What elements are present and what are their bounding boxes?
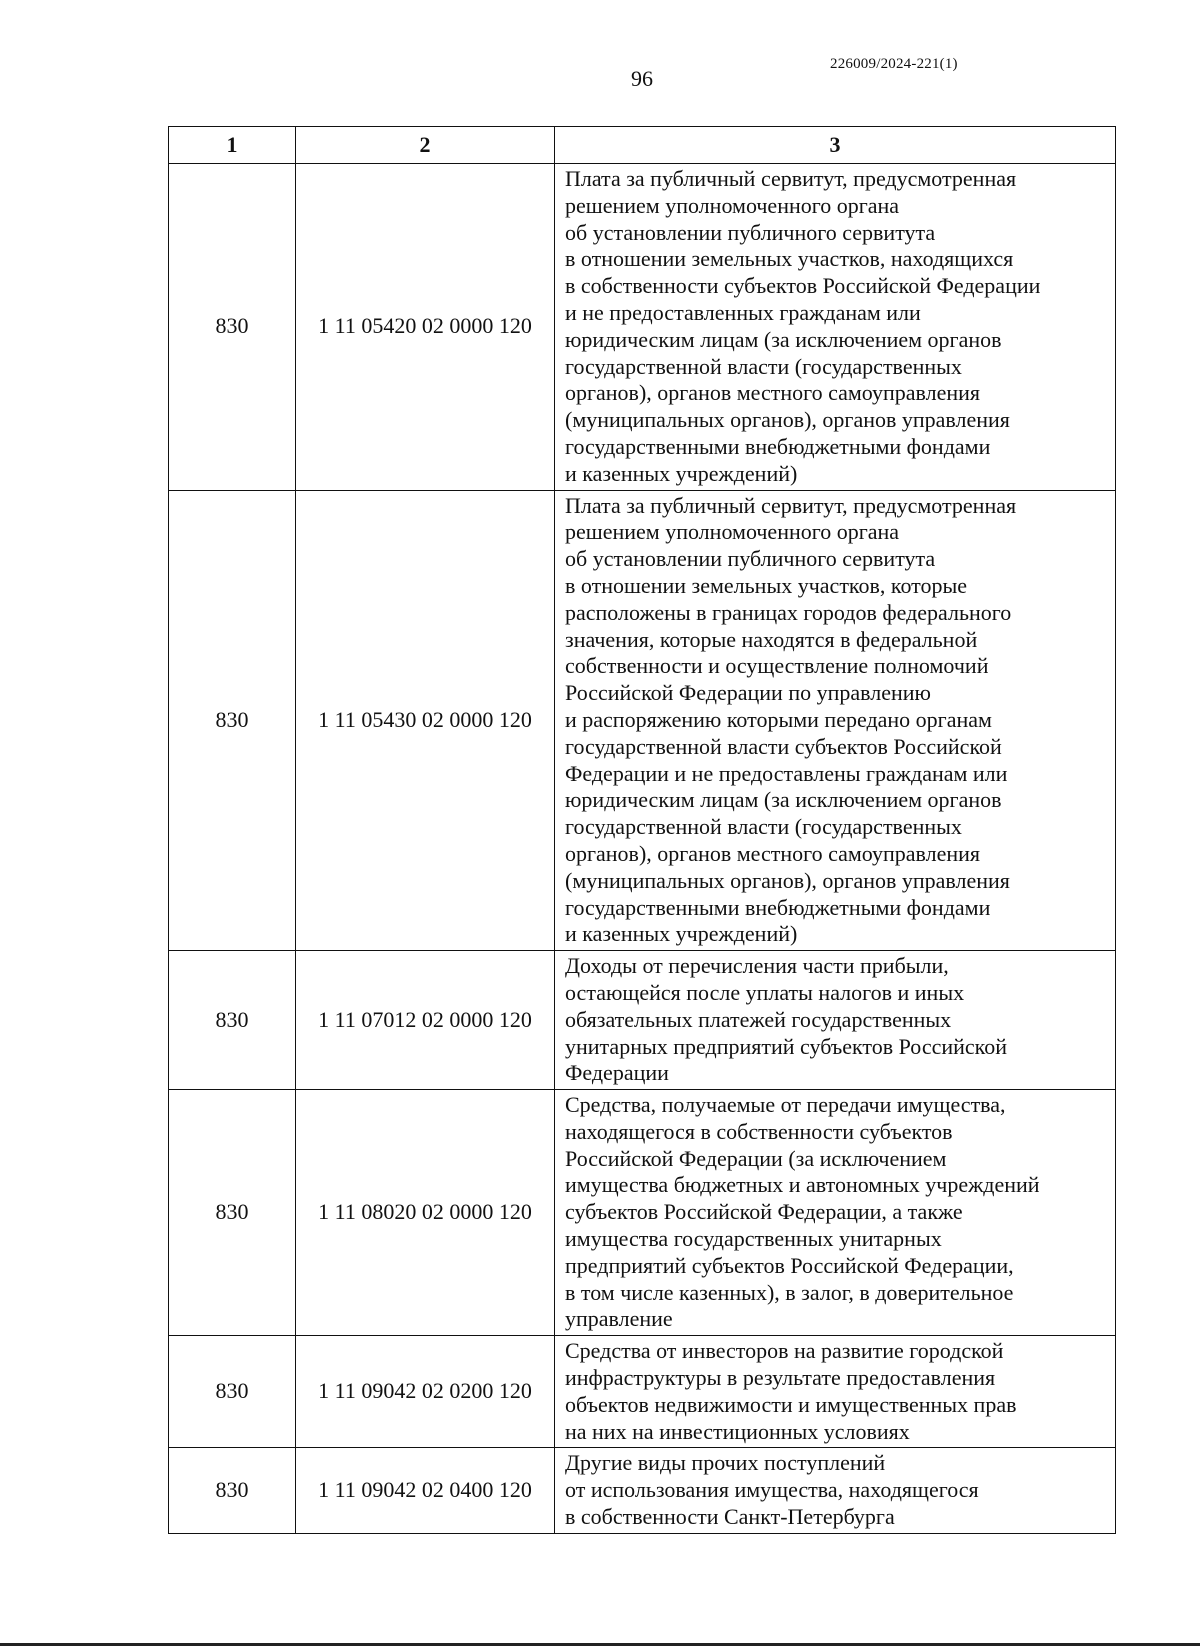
description-line: предприятий субъектов Российской Федерации, bbox=[565, 1252, 1014, 1278]
description-line: и казенных учреждений) bbox=[565, 921, 798, 947]
revenue-code-cell: 1 11 05420 02 0000 120 bbox=[296, 164, 555, 491]
description-line: Другие виды прочих поступлений bbox=[565, 1450, 886, 1476]
document-reference-number: 226009/2024-221(1) bbox=[830, 56, 958, 72]
revenue-description-cell bbox=[555, 1448, 1116, 1533]
admin-code-cell: 830 bbox=[169, 490, 296, 951]
description-line: государственными внебюджетными фондами bbox=[565, 433, 991, 459]
description-line: унитарных предприятий субъектов Российской bbox=[565, 1033, 1008, 1059]
description-line: на них на инвестиционных условиях bbox=[565, 1418, 910, 1444]
table-row bbox=[169, 1090, 1116, 1336]
description-line: Российской Федерации (за исключением bbox=[565, 1145, 947, 1171]
description-line: Федерации bbox=[565, 1060, 669, 1086]
description-line: собственности и осуществление полномочий bbox=[565, 653, 989, 679]
header-row bbox=[169, 127, 1116, 164]
budget-classification-table bbox=[168, 126, 1116, 1534]
description-line: и не предоставленных гражданам или bbox=[565, 299, 921, 325]
table-body bbox=[169, 164, 1116, 1534]
header-cell-1: 1 bbox=[169, 127, 296, 164]
revenue-description-cell bbox=[555, 1336, 1116, 1448]
admin-code-cell: 830 bbox=[169, 1336, 296, 1448]
description-line: объектов недвижимости и имущественных прав bbox=[565, 1391, 1017, 1417]
description-line: (муниципальных органов), органов управления bbox=[565, 407, 1010, 433]
admin-code-cell: 830 bbox=[169, 951, 296, 1090]
description-line: Федерации и не предоставлены гражданам или bbox=[565, 760, 1008, 786]
table-header bbox=[169, 127, 1116, 164]
page-number: 96 bbox=[631, 66, 653, 91]
description-line: решением уполномоченного органа bbox=[565, 519, 900, 545]
description-line: и распоряжению которыми передано органам bbox=[565, 706, 992, 732]
description-line: государственными внебюджетными фондами bbox=[565, 894, 991, 920]
admin-code-cell: 830 bbox=[169, 1090, 296, 1336]
revenue-code-cell: 1 11 09042 02 0400 120 bbox=[296, 1448, 555, 1533]
description-line: расположены в границах городов федерального bbox=[565, 599, 1012, 625]
description-line: субъектов Российской Федерации, а также bbox=[565, 1199, 963, 1225]
description-line: имущества государственных унитарных bbox=[565, 1226, 942, 1252]
description-line: органов), органов местного самоуправления bbox=[565, 380, 981, 406]
revenue-description-cell bbox=[555, 951, 1116, 1090]
table-row bbox=[169, 490, 1116, 951]
table-row bbox=[169, 1336, 1116, 1448]
description-line: от использования имущества, находящегося bbox=[565, 1477, 979, 1503]
description-line: решением уполномоченного органа bbox=[565, 192, 900, 218]
header-cell-2: 2 bbox=[296, 127, 555, 164]
bottom-scan-edge bbox=[0, 1643, 1200, 1646]
description-line: инфраструктуры в результате предоставления bbox=[565, 1365, 996, 1391]
description-line: в собственности Санкт-Петербурга bbox=[565, 1504, 895, 1530]
revenue-code-cell: 1 11 07012 02 0000 120 bbox=[296, 951, 555, 1090]
description-line: государственной власти субъектов Российской bbox=[565, 733, 1002, 759]
description-line: Плата за публичный сервитут, предусмотренная bbox=[565, 166, 1017, 191]
description-line: государственной власти (государственных bbox=[565, 814, 962, 840]
description-line: управление bbox=[565, 1306, 673, 1332]
admin-code-cell: 830 bbox=[169, 1448, 296, 1533]
revenue-code-cell: 1 11 08020 02 0000 120 bbox=[296, 1090, 555, 1336]
description-line: в том числе казенных), в залог, в доверительное bbox=[565, 1279, 1014, 1305]
description-line: органов), органов местного самоуправления bbox=[565, 840, 981, 866]
header-cell-3: 3 bbox=[555, 127, 1116, 164]
description-line: об установлении публичного сервитута bbox=[565, 546, 936, 572]
description-line: Доходы от перечисления части прибыли, bbox=[565, 953, 949, 979]
description-line: остающейся после уплаты налогов и иных bbox=[565, 979, 965, 1005]
description-line: государственной власти (государственных bbox=[565, 353, 962, 379]
description-line: об установлении публичного сервитута bbox=[565, 219, 936, 245]
table-row bbox=[169, 1448, 1116, 1533]
table-row bbox=[169, 951, 1116, 1090]
description-line: юридическим лицам (за исключением органов bbox=[565, 326, 1002, 352]
description-line: в отношении земельных участков, которые bbox=[565, 572, 968, 598]
description-line: (муниципальных органов), органов управления bbox=[565, 867, 1010, 893]
description-line: имущества бюджетных и автономных учреждений bbox=[565, 1172, 1040, 1198]
description-line: и казенных учреждений) bbox=[565, 460, 798, 486]
description-line: находящегося в собственности субъектов bbox=[565, 1118, 953, 1144]
description-line: в отношении земельных участков, находящихся bbox=[565, 246, 1014, 272]
table-row bbox=[169, 164, 1116, 491]
description-line: обязательных платежей государственных bbox=[565, 1006, 952, 1032]
revenue-code-cell: 1 11 05430 02 0000 120 bbox=[296, 490, 555, 951]
description-line: Средства от инвесторов на развитие городской bbox=[565, 1338, 1004, 1364]
description-line: значения, которые находятся в федеральной bbox=[565, 626, 978, 652]
revenue-description-cell bbox=[555, 490, 1116, 951]
description-line: Плата за публичный сервитут, предусмотренная bbox=[565, 492, 1017, 518]
admin-code-cell: 830 bbox=[169, 164, 296, 491]
description-line: Средства, получаемые от передачи имущества, bbox=[565, 1092, 1006, 1118]
description-line: юридическим лицам (за исключением органов bbox=[565, 787, 1002, 813]
revenue-description-cell bbox=[555, 164, 1116, 491]
description-line: Российской Федерации по управлению bbox=[565, 680, 931, 706]
revenue-code-cell: 1 11 09042 02 0200 120 bbox=[296, 1336, 555, 1448]
description-line: в собственности субъектов Российской Федерации bbox=[565, 273, 1041, 299]
revenue-description-cell bbox=[555, 1090, 1116, 1336]
